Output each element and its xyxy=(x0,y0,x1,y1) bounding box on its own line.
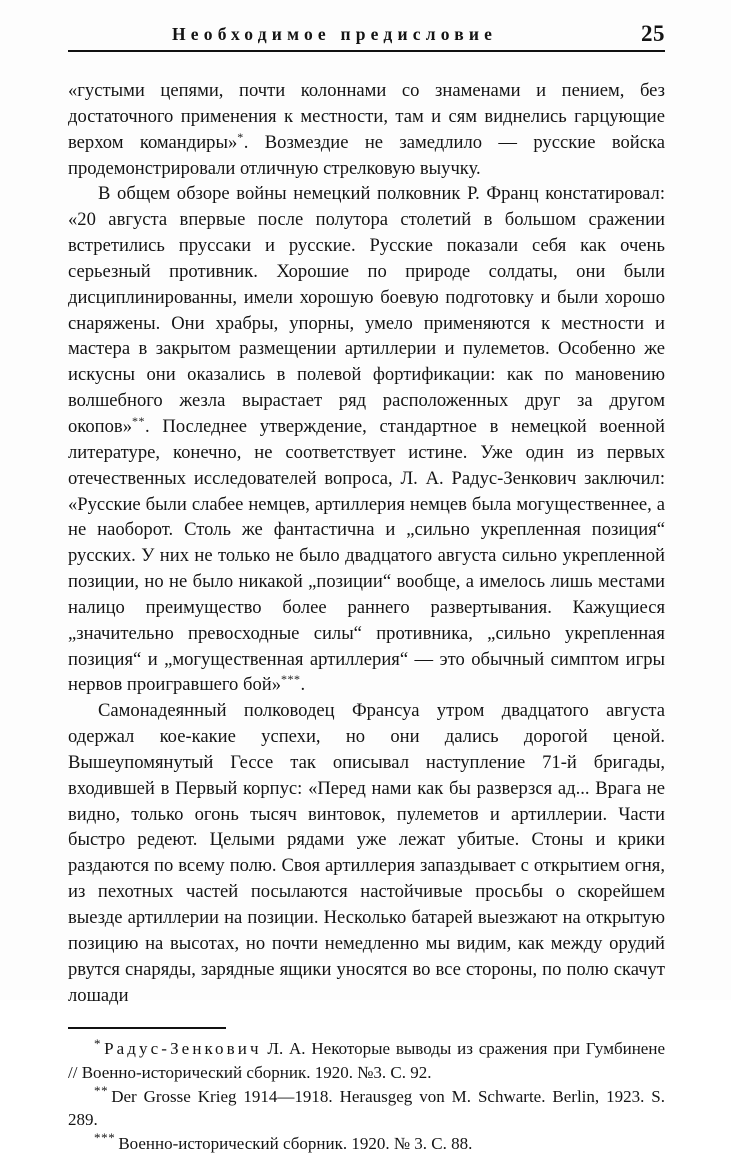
footnote-1-marker: * xyxy=(94,1035,102,1051)
footnote-3-marker: *** xyxy=(94,1130,116,1146)
paragraph-1-text-b: . Возмездие не замедлило — русские войска продемонстрировали отличную стрелковую выучку. xyxy=(68,131,665,179)
footnote-1-text: Л. А. Некоторые выводы из сражения при Гумбинене // Военно-исторический сборник. 1920. №3. С. 92. xyxy=(68,1039,665,1082)
footnote-1-author: Радус-Зенкович xyxy=(104,1039,262,1059)
running-head xyxy=(68,0,665,46)
page-number: 25 xyxy=(641,21,665,46)
footnote-1 xyxy=(68,1037,665,1084)
footnote-3 xyxy=(68,1132,665,1155)
paragraph-1 xyxy=(68,78,665,181)
footnote-ref-3[interactable]: *** xyxy=(281,672,301,687)
footnote-3-text: Военно-исторический сборник. 1920. № 3. С. 88. xyxy=(118,1133,473,1153)
footnote-2-marker: ** xyxy=(94,1082,109,1098)
page-content xyxy=(68,0,665,1153)
footnote-2 xyxy=(68,1082,665,1132)
paragraph-1-text-a: «густыми цепями, почти колоннами со знаменами и пением, без достаточного применения к местности, там и сям виднелись гарцующие верхом командиры» xyxy=(68,80,665,153)
footnote-2-text: Der Grosse Krieg 1914—1918. Herausgeg von M. Schwarte. Berlin, 1923. S. 289. xyxy=(68,1086,665,1130)
footnote-separator-rule xyxy=(68,1027,226,1029)
footnote-ref-1[interactable]: * xyxy=(237,129,244,144)
paragraph-2 xyxy=(68,181,665,698)
header-rule xyxy=(68,50,665,52)
body-text xyxy=(68,78,665,1008)
footnote-area xyxy=(68,1037,665,1155)
paragraph-2-text-c: . xyxy=(300,674,306,696)
paragraph-3: Самонадеянный полководец Франсуа утром двадцатого августа одержал кое-какие успехи, но они дались дорогой ценой. Вышеупомянутый Гессе так описывал наступление 71-й бригады, входившей в Первый корпус: «Перед нами как бы разверзся ад... Врага не видно, только огонь тысяч винтовок, пулеметов и артиллерии. Части быстро редеют. Целыми рядами уже лежат убитые. Стоны и крики раздаются по всему полю. Своя артиллерия запаздывает с открытием огня, из пехотных частей посылаются настойчивые просьбы о скорейшем выезде артиллерии на позиции. Несколько батарей выезжают на открытую позицию на высотах, но почти немедленно мы видим, как между орудий рвутся снаряды, зарядные ящики уносятся во все стороны, по полю скачут лошади xyxy=(68,700,665,1006)
running-head-title: Необходимое предисловие xyxy=(172,23,498,44)
paragraph-2-text-b: . Последнее утверждение, стандартное в немецкой военной литературе, конечно, не соответствует истине. Уже один из первых отечественных исследователей вопроса, Л. А. Радус-Зенкович заключил: «Русские были слабее немцев, артиллерия немцев была могущественнее, а не наоборот. Столь же фантастична и „сильно укрепленная позиция“ русских. У них не только не было двадцатого августа сильно укрепленной позиции, но не было никакой „позиции“ вообще, а имелось лишь местами налицо преимущество более раннего развертывания. Кажущиеся „значительно превосходные силы“ противника, „сильно укрепленная позиция“ и „могущественная артиллерия“ — это обычный симптом игры нервов проигравшего бой» xyxy=(68,415,665,696)
paragraph-2-text-a: В общем обзоре войны немецкий полковник Р. Франц констатировал: «20 августа впервые после полутора столетий в большом сражении встретились пруссаки и русские. Русские показали себя как очень серьезный противник. Хорошие по природе солдаты, они были дисциплинированны, имели хорошую боевую подготовку и были хорошо снаряжены. Они храбры, упорны, умело применяются к местности и мастера в закрытом размещении артиллерии и пулеметов. Особенно же искусны они оказались в полевой фортификации: как по мановению волшебного жезла вырастает ряд расположенных друг за другом окопов» xyxy=(68,183,665,437)
footnote-ref-2[interactable]: ** xyxy=(132,413,146,428)
